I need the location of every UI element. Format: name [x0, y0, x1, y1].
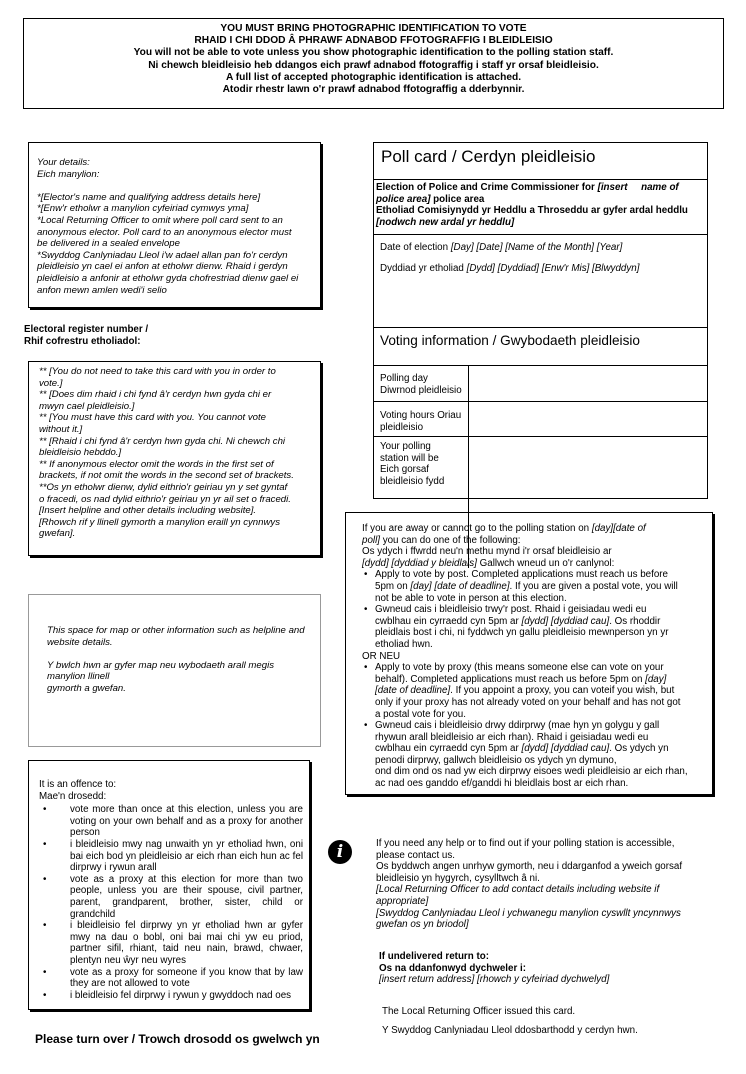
return-address: [insert return address] [rhowch y cyfeiriad dychwelyd]: [379, 974, 610, 986]
option-line: etholiad hwn.: [375, 638, 433, 650]
option-line: only if your proxy has not already voted on your behalf and has not got: [375, 696, 681, 708]
map-space-box: [28, 594, 321, 747]
row-label-line: bleidleisio fydd: [380, 475, 445, 487]
offence-box: [28, 760, 310, 1010]
bring-card-line: ** If anonymous elector omit the words in the first set of: [39, 458, 274, 470]
option-line: cwblhau ein cyrraedd cyn 5pm ar [dydd] [dyddiad cau]. Os ydych yn: [375, 743, 669, 755]
proxy-vote-en: [362, 662, 712, 720]
help-text: [376, 838, 682, 931]
away-intro-line: If you are away or cannot go to the polling station on [day][date of: [362, 523, 646, 534]
row-label-line: Diwrnod pleidleisio: [380, 384, 462, 396]
bring-card-line: ** [Rhaid i chi fynd â'r cerdyn hwn gyda chi. Ni chewch chi: [39, 435, 286, 447]
row-label-line: Your polling: [380, 441, 431, 452]
away-intro-line: [dydd] [dyddiad y bleidlais] Gallwch wneud un o'r canlynol:: [362, 557, 615, 569]
offence-intro-cy: Mae'n drosedd:: [39, 790, 107, 802]
away-intro-line: Os ydych i ffwrdd neu'n methu mynd i'r orsaf bleidleisio ar: [362, 546, 612, 558]
row-label-line: pleidleisio: [380, 421, 424, 433]
offence-item: • i bleidleisio mwy nag unwaith yn yr etholiad hwn, oni bai eich bod yn pleidleisio ar eich rhan eich hun ac fel dirprwy i rywun arall: [39, 839, 303, 874]
map-line: Y bwlch hwn ar gyfer map neu wybodaeth arall megis: [47, 659, 274, 671]
election-date-en: Date of election [Day] [Date] [Name of the Month] [Year]: [380, 242, 623, 253]
bring-card-line: vote.]: [39, 377, 63, 389]
option-line: • Apply to vote by proxy (this means someone else can vote on your: [375, 662, 664, 674]
details-line: Your details:: [37, 157, 90, 168]
option-line: 5pm on [day] [date of deadline]. If you are given a postal vote, you will: [375, 580, 678, 592]
option-line: penodi dirprwy, gallwch bleidleisio os ydych yn dymuno,: [375, 754, 617, 766]
issued-by-cy: Y Swyddog Canlyniadau Lleol ddosbarthodd y cerdyn hwn.: [382, 1025, 638, 1036]
bring-card-line: **Os yn etholwr dienw, dylid eithrio'r geiriau yn y set gyntaf: [39, 481, 288, 493]
voting-hours-row: [374, 402, 707, 437]
election-line: Election of Police and Crime Commissioner for [insert name of: [376, 182, 679, 193]
postal-vote-en: [362, 569, 712, 604]
option-line: [date of deadline]. If you appoint a proxy, you can voteif you wish, but: [375, 685, 675, 697]
bring-card-line: brackets, if not omit the words in the second set of brackets.: [39, 470, 294, 482]
banner-line: A full list of accepted photographic identification is attached.: [225, 71, 522, 83]
bring-card-line: [Rhowch rif y llinell gymorth a manylion eraill yn cynnwys: [39, 516, 280, 528]
help-line: please contact us.: [376, 849, 455, 861]
bring-card-line: gwefan].: [39, 528, 76, 540]
poll-card-title: Poll card / Cerdyn pleidleisio: [374, 143, 707, 180]
map-line: website details.: [47, 636, 113, 648]
banner-line: YOU MUST BRING PHOTOGRAPHIC IDENTIFICATION TO VOTE: [220, 23, 527, 34]
turn-over-text: Please turn over / Trowch drosodd os gwelwch yn: [35, 1032, 320, 1046]
polling-day-value: [469, 366, 707, 401]
option-line: cwblhau ein cyrraedd cyn 5pm ar [dydd] [dyddiad cau]. Os rhoddir: [375, 615, 661, 627]
away-intro-line: poll] you can do one of the following:: [362, 534, 521, 546]
undelivered-block: [379, 951, 609, 986]
offence-item: • vote more than once at this election, unless you are voting on your own behalf and as a proxy for another person: [39, 804, 303, 839]
undelivered-en: If undelivered return to:: [379, 951, 489, 962]
banner-line: Ni chewch bleidleisio heb ddangos eich prawf adnabod ffotograffig i staff yr orsaf bleidleisio.: [148, 59, 599, 71]
option-line: pleidlais bost i chi, ni fyddwch yn gallu pleidleisio mewnperson yn yr: [375, 627, 669, 639]
election-details: [374, 180, 707, 235]
away-list-1: [362, 569, 712, 650]
map-line: [47, 648, 320, 660]
away-list-2: [362, 662, 712, 766]
details-line: anfon mewn amlen wedi'i selio: [37, 284, 167, 296]
details-line: [37, 180, 320, 192]
details-line: *[Enw'r etholwr a manylion cyfeiriad cymwys yma]: [37, 203, 249, 215]
row-label-line: Polling day: [380, 373, 428, 384]
offence-item: • i bleidleisio fel dirprwy yn yr etholiad hwn ar gyfer mwy na dau o bobl, oni bai mai chi yw eu priod, partner sifil, rhiant, taid neu nain, brawd, chwaer, plentyn neu ŵyr neu wyres: [39, 920, 303, 966]
bring-card-line: ** [You must have this card with you. You cannot vote: [39, 412, 267, 424]
election-date-cy: Dyddiad yr etholiad [Dydd] [Dyddiad] [Enw'r Mis] [Blwyddyn]: [380, 263, 640, 274]
register-number-en: Electoral register number /: [24, 324, 149, 335]
or-separator: OR NEU: [362, 650, 401, 662]
offence-list: [39, 804, 303, 1001]
help-line: [Local Returning Officer to add contact details including website if: [376, 884, 660, 896]
undelivered-cy: Os na ddanfonwyd dychweler i:: [379, 962, 526, 974]
details-line: be delivered in a sealed envelope: [37, 238, 180, 250]
row-label-line: Voting hours Oriau: [380, 410, 462, 421]
voting-information-title: Voting information / Gwybodaeth pleidleisio: [374, 328, 707, 366]
info-icon: i: [328, 840, 352, 864]
map-line: manylion llinell: [47, 671, 110, 683]
bring-card-line: o fracedi, os nad dylid eithrio'r geiriau yn yr ail set o fracedi.: [39, 493, 291, 505]
offence-item: • vote as a proxy at this election for more than two people, unless you are their spouse, civil partner, parent, grandparent, brother, sister, child or grandchild: [39, 874, 303, 920]
row-label-line: station will be: [380, 452, 439, 464]
details-line: pleidleisio yn cael ei anfon at etholwr dienw. Rhaid i gerdyn: [37, 261, 288, 273]
issued-by-en: The Local Returning Officer issued this card.: [382, 1006, 576, 1017]
option-line: not be able to vote in person at this election.: [375, 592, 567, 604]
option-line: ond dim ond os nad yw eich dirprwy eisoes wedi pleidleisio ar eich rhan,: [375, 766, 688, 778]
bring-card-line: without it.]: [39, 423, 83, 435]
help-line: If you need any help or to find out if your polling station is accessible,: [376, 838, 675, 849]
option-line: rhywun arall bleidleisio ar eich rhan). Rhaid i geisiadau wedi eu: [375, 731, 649, 743]
election-line: [nodwch new ardal yr heddlu]: [376, 216, 515, 228]
bring-card-line: bleidleisio hebddo.]: [39, 447, 122, 459]
election-line: Etholiad Comisiynydd yr Heddlu a Throseddu ar gyfer ardal heddlu: [376, 205, 688, 217]
details-line: anonymous elector. Poll card to an anonymous elector must: [37, 226, 292, 238]
bring-card-box: [28, 361, 321, 556]
bring-card-line: ** [You do not need to take this card with you in order to: [39, 366, 276, 377]
proxy-vote-cy: [362, 720, 712, 766]
help-line: Os byddwch angen unrhyw gymorth, neu i ddarganfod a yweich gorsaf: [376, 861, 683, 873]
details-line: Eich manylion:: [37, 168, 100, 180]
help-line: appropriate]: [376, 895, 429, 907]
banner-line: RHAID I CHI DDOD Â PHRAWF ADNABOD FFOTOGRAFFIG I BLEIDLEISIO: [194, 35, 553, 47]
postal-vote-cy: [362, 604, 712, 650]
polling-day-label: [374, 366, 469, 401]
help-line: bleidleisio yn hygyrch, cysylltwch â ni.: [376, 872, 540, 884]
away-options-box: [345, 512, 713, 795]
bring-card-line: ** [Does dim rhaid i chi fynd â'r cerdyn hwn gyda chi er: [39, 389, 272, 401]
option-line: • Apply to vote by post. Completed applications must reach us before: [375, 569, 668, 581]
option-line: ac nad oes ganddo ef/ganddi hi bleidlais bost ar eich rhan.: [375, 778, 629, 790]
help-line: [Swyddog Canlyniadau Lleol i ychwanegu manylion cyswllt yncynnwys: [376, 907, 681, 919]
option-line: behalf). Completed applications must reach us before 5pm on [day]: [375, 673, 667, 685]
register-number-cy: Rhif cofrestru etholiadol:: [24, 335, 141, 347]
option-line: a postal vote for you.: [375, 708, 466, 720]
option-line: • Gwneud cais i bleidleisio trwy'r post. Rhaid i geisiadau wedi eu: [375, 604, 647, 616]
photo-id-banner: [23, 18, 724, 109]
election-date: [374, 235, 707, 328]
polling-day-row: [374, 366, 707, 402]
details-line: pleidleisio a anfonir at etholwr gyda chofrestriad dienw gael ei: [37, 272, 299, 284]
register-number-label: [24, 324, 148, 347]
map-line: gymorth a gwefan.: [47, 682, 126, 694]
your-details-box: [28, 142, 321, 308]
option-line: • Gwneud cais i bleidleisio drwy ddirprwy (mae hyn yn golygu y gall: [375, 720, 660, 732]
map-line: This space for map or other information such as helpline and: [47, 625, 305, 636]
offence-item: • i bleidleisio fel dirprwy i rywun y gwyddoch nad oes: [39, 990, 303, 1002]
bring-card-line: mwyn cael pleidleisio.]: [39, 400, 135, 412]
details-line: *[Elector's name and qualifying address details here]: [37, 191, 261, 203]
banner-line: Atodir rhestr lawn o'r prawf adnabod ffotograffig a dderbynnir.: [222, 84, 525, 96]
row-label-line: Eich gorsaf: [380, 464, 430, 476]
details-line: *Swyddog Canlyniadau Lleol i'w adael allan pan fo'r cerdyn: [37, 249, 288, 261]
help-line: gwefan os yn briodol]: [376, 919, 469, 931]
offence-item: • vote as a proxy for someone if you know that by law they are not allowed to vote: [39, 967, 303, 990]
election-line: police area] police area: [376, 193, 485, 205]
offence-intro-en: It is an offence to:: [39, 779, 117, 790]
voting-hours-label: [374, 402, 469, 436]
poll-card: [373, 142, 708, 499]
voting-hours-value: [469, 402, 707, 436]
details-line: *Local Returning Officer to omit where poll card sent to an: [37, 214, 283, 226]
banner-line: You will not be able to vote unless you show photographic identification to the polling station staff.: [133, 47, 614, 59]
bring-card-line: [Insert helpline and other details including website].: [39, 505, 257, 517]
